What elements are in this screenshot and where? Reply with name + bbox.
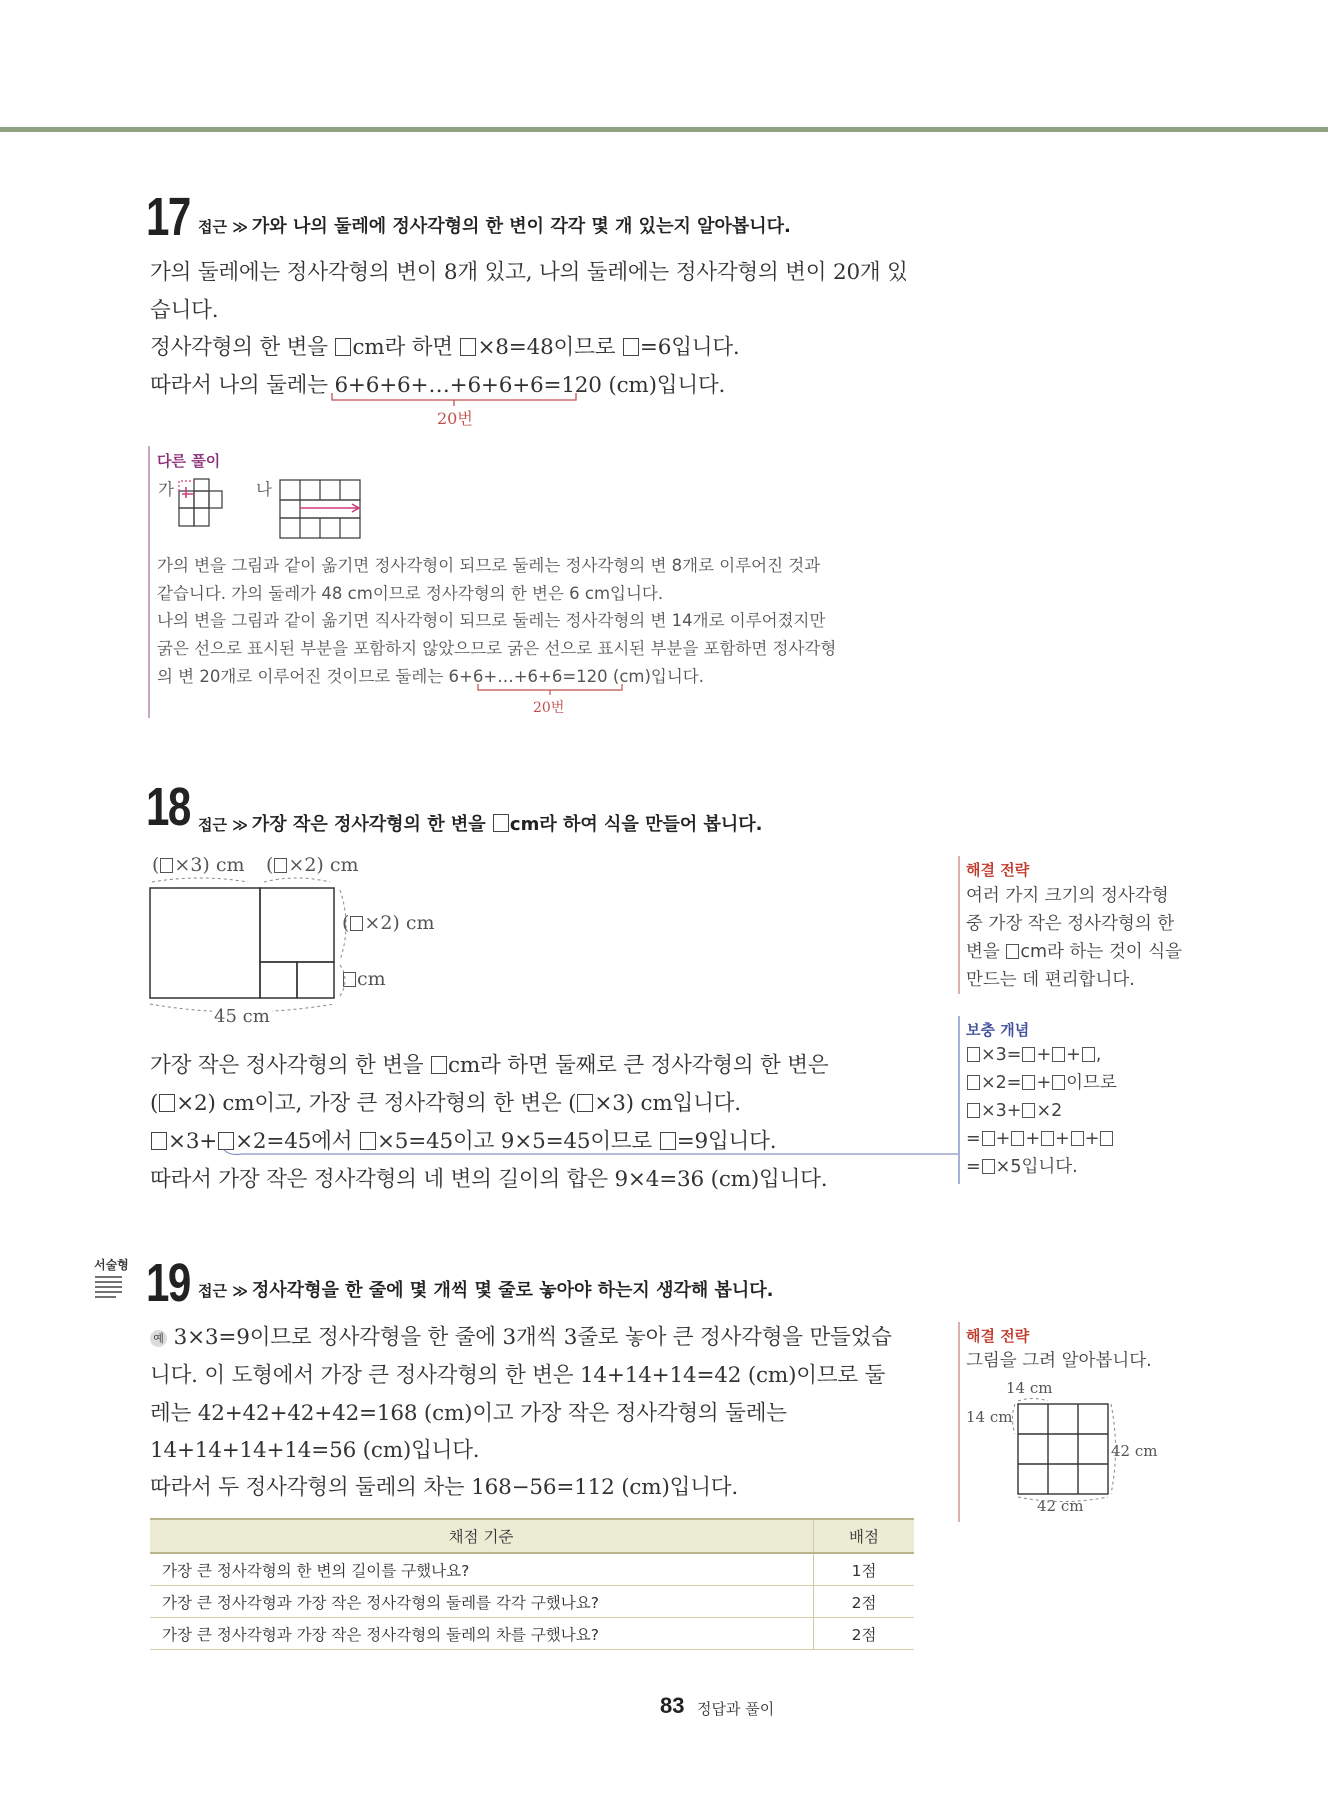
alt-solution-tag: 다른 풀이 (157, 452, 221, 470)
q18-line1 (150, 1048, 828, 1079)
q18-line4: 따라서 가장 작은 정사각형의 네 변의 길이의 합은 9×4=36 (cm)입니다. (150, 1167, 828, 1192)
approach-17 (198, 212, 791, 238)
fig-right-mid-label (342, 912, 435, 934)
criteria-cell: 가장 큰 정사각형과 가장 작은 정사각형의 둘레를 각각 구했나요? (150, 1586, 814, 1618)
table-row (150, 1586, 914, 1618)
blank-box (1071, 1131, 1084, 1146)
approach-text: 가와 나의 둘레에 정사각형의 한 변이 각각 몇 개 있는지 알아봅니다. (251, 216, 791, 237)
text: 여러 가지 크기의 정사각형 (966, 886, 1169, 906)
blank-box (431, 1056, 447, 1074)
text: , (1095, 1045, 1102, 1065)
fig-bottom-label: 45 cm (214, 1006, 270, 1027)
blank-box (1082, 1047, 1095, 1062)
text: ×2 (1036, 1101, 1063, 1121)
footer-label: 정답과 풀이 (697, 1700, 775, 1718)
approach-text: 정사각형을 한 줄에 몇 개씩 몇 줄로 놓아야 하는지 생각해 봅니다. (251, 1280, 774, 1301)
text: ×3= (981, 1045, 1022, 1065)
text: =6입니다. (639, 335, 740, 360)
q19-line5: 따라서 두 정사각형의 둘레의 차는 168−56=112 (cm)입니다. (150, 1475, 738, 1500)
top-rule (0, 127, 1328, 132)
q19-line3: 레는 42+42+42+42=168 (cm)이고 가장 작은 정사각형의 둘레는 (150, 1401, 787, 1426)
text: = (966, 1157, 981, 1177)
criteria-cell: 가장 큰 정사각형의 한 변의 길이를 구했나요? (150, 1553, 814, 1586)
text-line (966, 1097, 1117, 1125)
table-row (150, 1553, 914, 1586)
blank-box (623, 338, 639, 356)
q17-line2: 습니다. (150, 298, 219, 323)
blank-box (343, 972, 356, 987)
q17-line1: 가의 둘레에는 정사각형의 변이 8개 있고, 나의 둘레에는 정사각형의 변이 20개 있 (150, 260, 908, 285)
scoring-rubric-table (150, 1518, 914, 1650)
q17-brace-label: 20번 (437, 409, 473, 428)
alt-line5: 의 변 20개로 이루어진 것이므로 둘레는 6+6+…+6+6=120 (cm)입니다. (157, 667, 704, 686)
alt-line2: 같습니다. 가의 둘레가 48 cm이므로 정사각형의 한 변은 6 cm입니다. (157, 584, 664, 603)
text: ×5=45이고 9×5=45이므로 (376, 1129, 659, 1154)
strategy-text (966, 882, 1182, 994)
q19-line4: 14+14+14+14=56 (cm)입니다. (150, 1438, 480, 1463)
text: ×3+ (981, 1101, 1022, 1121)
blank-box (1022, 1075, 1035, 1090)
blank-box (982, 1159, 995, 1174)
strategy-text: 그림을 그려 알아봅니다. (966, 1351, 1152, 1371)
blank-box (967, 1047, 980, 1062)
blank-box (1022, 1103, 1035, 1118)
text: 가장 작은 정사각형의 한 변을 (150, 1053, 431, 1078)
table-row (150, 1618, 914, 1650)
text: ×8=48이므로 (477, 335, 622, 360)
table-header-row (150, 1519, 914, 1553)
blank-box (967, 1075, 980, 1090)
text: + (995, 1129, 1011, 1149)
criteria-cell: 가장 큰 정사각형과 가장 작은 정사각형의 둘레의 차를 구했나요? (150, 1618, 814, 1650)
strategy-tag: 해결 전략 (966, 1327, 1030, 1345)
label-na: 나 (256, 480, 272, 499)
text: ×2=45에서 (235, 1129, 359, 1154)
alt-line1: 가의 변을 그림과 같이 옮기면 정사각형이 되므로 둘레는 정사각형의 변 8개로 이루어진 것과 (157, 556, 821, 575)
concept-text (966, 1041, 1117, 1181)
blank-box (159, 1094, 175, 1112)
text: ×5입니다. (995, 1157, 1078, 1177)
fig-right-bottom-label (342, 968, 386, 990)
text: ×3) cm (174, 854, 245, 876)
text: 이므로 (1066, 1073, 1117, 1093)
score-cell: 2점 (814, 1618, 915, 1650)
fig-bottom-label: 42 cm (1037, 1497, 1084, 1515)
text: + (1036, 1073, 1052, 1093)
text-line (966, 938, 1182, 966)
text: 가장 작은 정사각형의 한 변을 (251, 814, 492, 835)
alt-line3: 나의 변을 그림과 같이 옮기면 직사각형이 되므로 둘레는 정사각형의 변 14개로 이루어졌지만 (157, 611, 826, 630)
q17-line3 (150, 330, 740, 361)
text: 정사각형의 한 변을 (150, 335, 335, 360)
text: =9입니다. (676, 1129, 777, 1154)
blank-box (1052, 1075, 1065, 1090)
blank-box (151, 1132, 167, 1150)
question-number-17: 17 (146, 187, 190, 247)
text: cm (357, 968, 386, 990)
connector-line (222, 1148, 962, 1158)
text: ( (150, 1091, 159, 1116)
example-mark: 예 (150, 1330, 167, 1347)
text: + (1036, 1045, 1052, 1065)
text: 3×3=9이므로 정사각형을 한 줄에 3개씩 3줄로 놓아 큰 정사각형을 만들었습 (173, 1325, 892, 1350)
text: ( (266, 854, 274, 876)
concept-tag: 보충 개념 (966, 1021, 1030, 1039)
alt-brace (476, 683, 626, 697)
text: cm라 하여 식을 만들어 봅니다. (509, 814, 763, 835)
score-cell: 1점 (814, 1553, 915, 1586)
text: 중 가장 작은 정사각형의 한 (966, 914, 1175, 934)
text: ×2) cm (364, 912, 435, 934)
page-number: 83 (660, 1693, 685, 1718)
text: ×3) cm입니다. (594, 1091, 741, 1116)
essay-lines-icon (94, 1274, 124, 1304)
text-line (966, 1153, 1117, 1181)
blank-box (967, 1103, 980, 1118)
approach-18 (198, 810, 763, 836)
label-ga: 가 (158, 480, 174, 499)
figure-ga (174, 478, 226, 532)
score-cell: 2점 (814, 1586, 915, 1618)
text-line (966, 1069, 1117, 1097)
text: ×3+ (168, 1129, 218, 1154)
approach-tag: 접근 ≫ (198, 1282, 248, 1300)
blank-box (460, 338, 476, 356)
alt-brace-label: 20번 (533, 700, 565, 716)
q17-line4: 따라서 나의 둘레는 6+6+6+…+6+6+6=120 (cm)입니다. (150, 373, 726, 398)
fig-top-label: 14 cm (1006, 1379, 1053, 1397)
approach-19 (198, 1276, 774, 1302)
text: cm라 하면 (352, 335, 460, 360)
text: ( (152, 854, 160, 876)
essay-type-tag: 서술형 (94, 1258, 129, 1272)
text-line (966, 1041, 1117, 1069)
figure-na (278, 478, 364, 542)
text: + (1025, 1129, 1041, 1149)
blank-box (1100, 1131, 1113, 1146)
blank-box (577, 1094, 593, 1112)
blank-box (493, 814, 509, 832)
text: = (966, 1129, 981, 1149)
strategy-tag: 해결 전략 (966, 861, 1030, 879)
text: + (1084, 1129, 1100, 1149)
q19-line2: 니다. 이 도형에서 가장 큰 정사각형의 한 변은 14+14+14=42 (cm)이므로 둘 (150, 1363, 886, 1388)
text: ×2= (981, 1073, 1022, 1093)
blank-box (1052, 1047, 1065, 1062)
q18-line2 (150, 1086, 741, 1117)
text: 만드는 데 편리합니다. (966, 970, 1135, 990)
text: + (1066, 1045, 1081, 1065)
header-score: 배점 (814, 1519, 915, 1553)
text: ( (342, 912, 350, 934)
text: ×2) cm (288, 854, 359, 876)
blank-box (1041, 1131, 1054, 1146)
alt-line4: 굵은 선으로 표시된 부분을 포함하지 않았으므로 굵은 선으로 표시된 부분을 포함하면 정사각형 (157, 639, 837, 658)
approach-tag: 접근 ≫ (198, 218, 248, 236)
fig-left-label: 14 cm (966, 1408, 1013, 1426)
text: ×2) cm이고, 가장 큰 정사각형의 한 변은 ( (176, 1091, 577, 1116)
text: cm라 하는 것이 식을 (1020, 942, 1183, 962)
text: + (1055, 1129, 1070, 1149)
blank-box (1011, 1131, 1024, 1146)
question-number-18: 18 (146, 777, 190, 837)
fig-right-label: 42 cm (1111, 1442, 1158, 1460)
text: 변을 (966, 942, 1006, 962)
blank-box (982, 1131, 995, 1146)
q19-grid-figure (1010, 1396, 1120, 1506)
blank-box (1022, 1047, 1035, 1062)
blank-box (350, 916, 363, 931)
q18-figure (140, 870, 380, 1020)
header-criteria: 채점 기준 (150, 1519, 814, 1553)
q19-line1 (150, 1320, 892, 1351)
approach-tag: 접근 ≫ (198, 816, 248, 834)
blank-box (335, 338, 351, 356)
blank-box (1006, 944, 1019, 959)
text-line (966, 1125, 1117, 1153)
text: cm라 하면 둘째로 큰 정사각형의 한 변은 (448, 1053, 829, 1078)
question-number-19: 19 (146, 1253, 190, 1313)
